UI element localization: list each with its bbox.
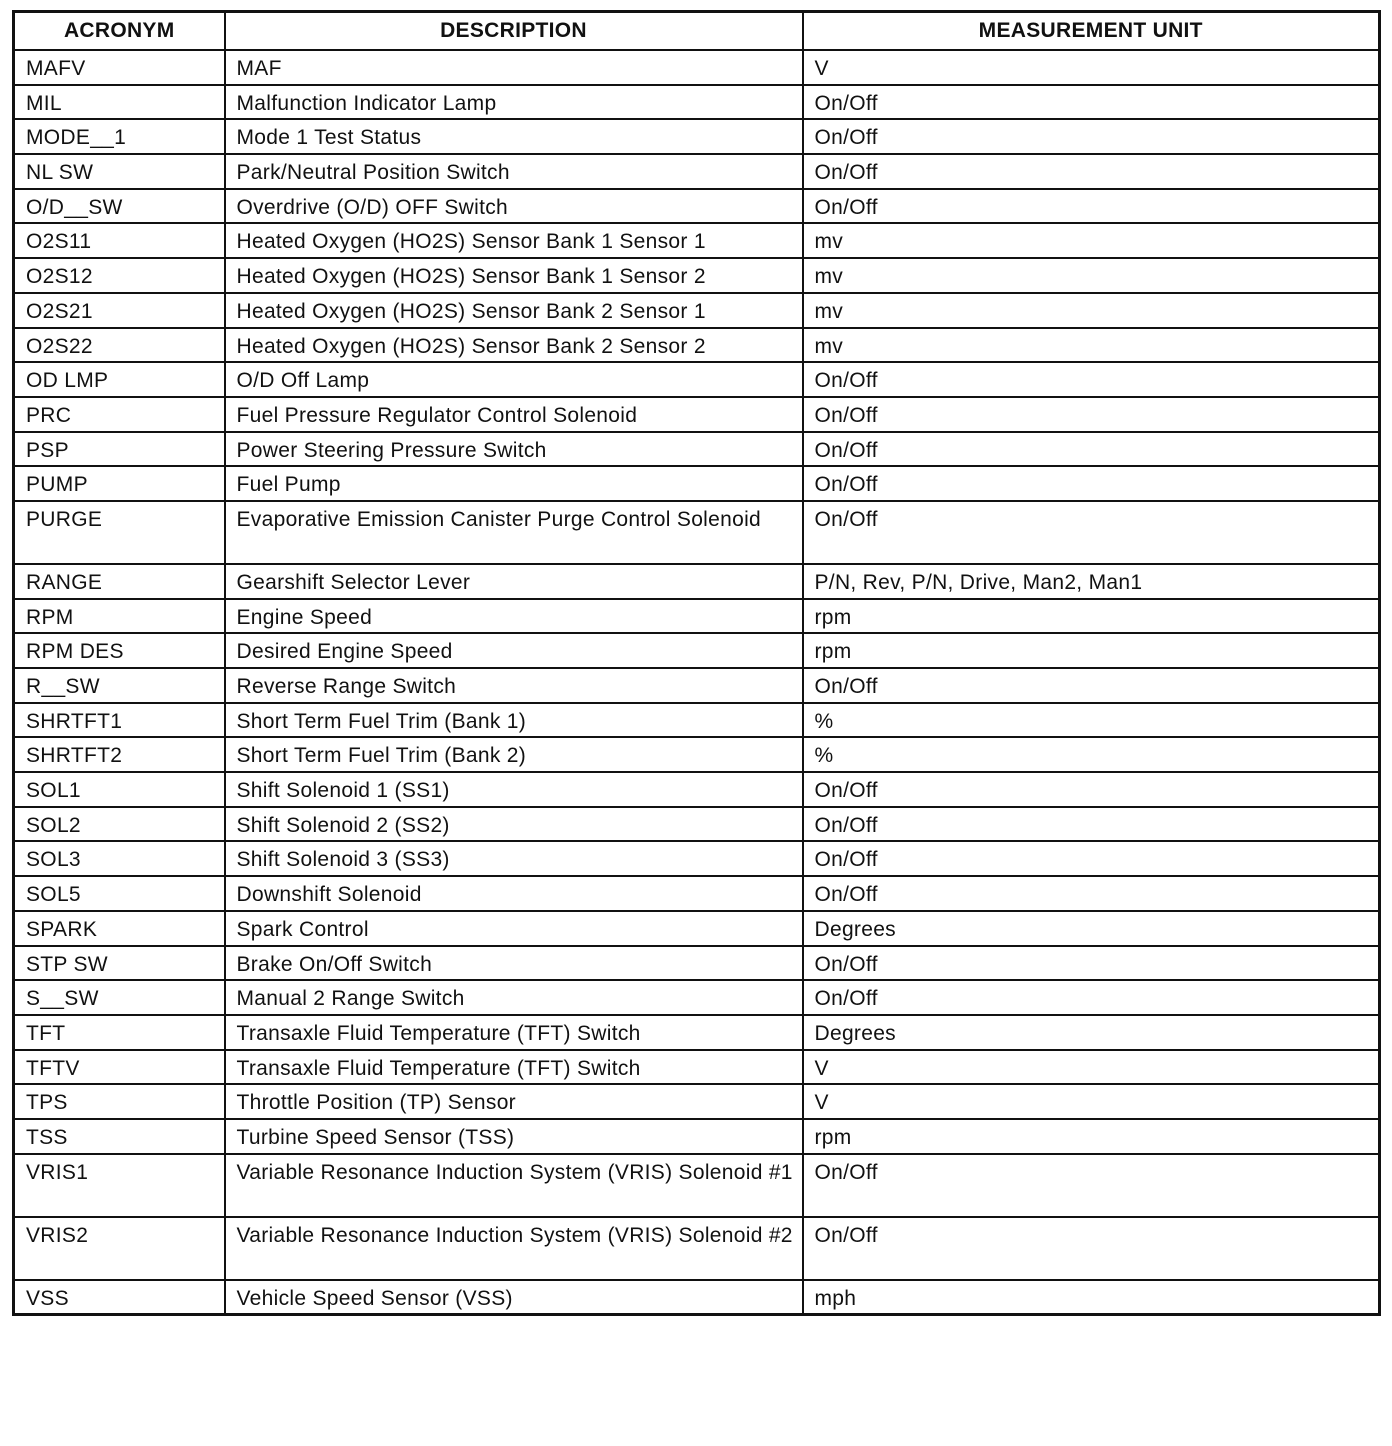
cell-measurement-unit: On/Off <box>803 154 1380 189</box>
cell-description: Heated Oxygen (HO2S) Sensor Bank 2 Sensor 2 <box>225 328 803 363</box>
cell-description: O/D Off Lamp <box>225 362 803 397</box>
cell-measurement-unit: On/Off <box>803 772 1380 807</box>
table-row <box>14 362 1380 397</box>
cell-description: Mode 1 Test Status <box>225 119 803 154</box>
table-row <box>14 293 1380 328</box>
cell-acronym: VRIS1 <box>14 1154 225 1217</box>
header-measurement-unit: MEASUREMENT UNIT <box>803 12 1380 51</box>
cell-acronym: SPARK <box>14 911 225 946</box>
cell-acronym: RPM DES <box>14 633 225 668</box>
table-row <box>14 85 1380 120</box>
cell-description: Spark Control <box>225 911 803 946</box>
cell-acronym: MAFV <box>14 50 225 85</box>
cell-measurement-unit: mph <box>803 1280 1380 1315</box>
cell-description: Transaxle Fluid Temperature (TFT) Switch <box>225 1015 803 1050</box>
table-row <box>14 807 1380 842</box>
cell-description: Turbine Speed Sensor (TSS) <box>225 1119 803 1154</box>
cell-measurement-unit: On/Off <box>803 841 1380 876</box>
table-row <box>14 1280 1380 1315</box>
cell-measurement-unit: On/Off <box>803 980 1380 1015</box>
cell-description: Malfunction Indicator Lamp <box>225 85 803 120</box>
cell-acronym: RANGE <box>14 564 225 599</box>
table-row <box>14 501 1380 564</box>
cell-description: Heated Oxygen (HO2S) Sensor Bank 1 Sensor 2 <box>225 258 803 293</box>
cell-description: Overdrive (O/D) OFF Switch <box>225 189 803 224</box>
cell-description: Shift Solenoid 1 (SS1) <box>225 772 803 807</box>
cell-measurement-unit: On/Off <box>803 466 1380 501</box>
table-row <box>14 946 1380 981</box>
cell-description: Short Term Fuel Trim (Bank 1) <box>225 703 803 738</box>
table-row <box>14 223 1380 258</box>
cell-acronym: O2S22 <box>14 328 225 363</box>
cell-measurement-unit: On/Off <box>803 501 1380 564</box>
cell-acronym: PRC <box>14 397 225 432</box>
cell-measurement-unit: On/Off <box>803 189 1380 224</box>
cell-acronym: TPS <box>14 1084 225 1119</box>
cell-measurement-unit: V <box>803 50 1380 85</box>
table-row <box>14 258 1380 293</box>
cell-measurement-unit: mv <box>803 223 1380 258</box>
table-row <box>14 328 1380 363</box>
cell-description: Variable Resonance Induction System (VRIS) Solenoid #1 <box>225 1154 803 1217</box>
cell-measurement-unit: On/Off <box>803 1217 1380 1280</box>
cell-acronym: TFT <box>14 1015 225 1050</box>
table-row <box>14 703 1380 738</box>
cell-acronym: MIL <box>14 85 225 120</box>
cell-acronym: SOL2 <box>14 807 225 842</box>
cell-acronym: PSP <box>14 432 225 467</box>
cell-measurement-unit: % <box>803 737 1380 772</box>
cell-description: Fuel Pressure Regulator Control Solenoid <box>225 397 803 432</box>
cell-measurement-unit: rpm <box>803 633 1380 668</box>
acronym-table-container <box>12 10 1378 1316</box>
cell-acronym: STP SW <box>14 946 225 981</box>
table-row <box>14 1050 1380 1085</box>
header-row <box>14 12 1380 51</box>
cell-acronym: VSS <box>14 1280 225 1315</box>
cell-measurement-unit: On/Off <box>803 119 1380 154</box>
cell-measurement-unit: On/Off <box>803 668 1380 703</box>
table-row <box>14 772 1380 807</box>
table-row <box>14 668 1380 703</box>
table-row <box>14 876 1380 911</box>
table-row <box>14 466 1380 501</box>
cell-description: Transaxle Fluid Temperature (TFT) Switch <box>225 1050 803 1085</box>
table-row <box>14 980 1380 1015</box>
header-description: DESCRIPTION <box>225 12 803 51</box>
cell-measurement-unit: rpm <box>803 599 1380 634</box>
cell-description: Engine Speed <box>225 599 803 634</box>
cell-measurement-unit: On/Off <box>803 432 1380 467</box>
cell-measurement-unit: On/Off <box>803 362 1380 397</box>
table-row <box>14 564 1380 599</box>
cell-acronym: TSS <box>14 1119 225 1154</box>
cell-measurement-unit: % <box>803 703 1380 738</box>
table-row <box>14 397 1380 432</box>
cell-acronym: SHRTFT1 <box>14 703 225 738</box>
cell-acronym: OD LMP <box>14 362 225 397</box>
table-row <box>14 154 1380 189</box>
cell-description: Reverse Range Switch <box>225 668 803 703</box>
cell-description: Power Steering Pressure Switch <box>225 432 803 467</box>
cell-acronym: SOL3 <box>14 841 225 876</box>
cell-measurement-unit: On/Off <box>803 1154 1380 1217</box>
cell-acronym: PURGE <box>14 501 225 564</box>
cell-acronym: SHRTFT2 <box>14 737 225 772</box>
table-row <box>14 1217 1380 1280</box>
cell-measurement-unit: P/N, Rev, P/N, Drive, Man2, Man1 <box>803 564 1380 599</box>
cell-measurement-unit: On/Off <box>803 876 1380 911</box>
cell-acronym: RPM <box>14 599 225 634</box>
cell-description: Evaporative Emission Canister Purge Control Solenoid <box>225 501 803 564</box>
table-row <box>14 841 1380 876</box>
cell-description: Park/Neutral Position Switch <box>225 154 803 189</box>
cell-description: Vehicle Speed Sensor (VSS) <box>225 1280 803 1315</box>
table-row <box>14 1084 1380 1119</box>
cell-description: Variable Resonance Induction System (VRIS) Solenoid #2 <box>225 1217 803 1280</box>
cell-acronym: R__SW <box>14 668 225 703</box>
cell-measurement-unit: On/Off <box>803 397 1380 432</box>
cell-description: Fuel Pump <box>225 466 803 501</box>
table-header <box>14 12 1380 51</box>
cell-description: Heated Oxygen (HO2S) Sensor Bank 2 Sensor 1 <box>225 293 803 328</box>
cell-acronym: PUMP <box>14 466 225 501</box>
cell-acronym: O2S12 <box>14 258 225 293</box>
cell-measurement-unit: rpm <box>803 1119 1380 1154</box>
cell-measurement-unit: V <box>803 1050 1380 1085</box>
table-row <box>14 50 1380 85</box>
cell-measurement-unit: mv <box>803 328 1380 363</box>
cell-measurement-unit: mv <box>803 293 1380 328</box>
cell-description: Shift Solenoid 3 (SS3) <box>225 841 803 876</box>
table-row <box>14 432 1380 467</box>
table-row <box>14 911 1380 946</box>
cell-description: MAF <box>225 50 803 85</box>
cell-measurement-unit: Degrees <box>803 911 1380 946</box>
cell-description: Desired Engine Speed <box>225 633 803 668</box>
cell-acronym: TFTV <box>14 1050 225 1085</box>
cell-acronym: SOL5 <box>14 876 225 911</box>
cell-measurement-unit: V <box>803 1084 1380 1119</box>
header-acronym: ACRONYM <box>14 12 225 51</box>
cell-description: Gearshift Selector Lever <box>225 564 803 599</box>
table-row <box>14 119 1380 154</box>
table-row <box>14 1154 1380 1217</box>
cell-measurement-unit: Degrees <box>803 1015 1380 1050</box>
table-row <box>14 599 1380 634</box>
cell-description: Shift Solenoid 2 (SS2) <box>225 807 803 842</box>
cell-measurement-unit: On/Off <box>803 85 1380 120</box>
cell-measurement-unit: On/Off <box>803 946 1380 981</box>
cell-acronym: NL SW <box>14 154 225 189</box>
cell-acronym: VRIS2 <box>14 1217 225 1280</box>
cell-measurement-unit: mv <box>803 258 1380 293</box>
table-row <box>14 1015 1380 1050</box>
cell-description: Brake On/Off Switch <box>225 946 803 981</box>
cell-acronym: MODE__1 <box>14 119 225 154</box>
cell-acronym: SOL1 <box>14 772 225 807</box>
table-row <box>14 189 1380 224</box>
cell-description: Downshift Solenoid <box>225 876 803 911</box>
table-row <box>14 737 1380 772</box>
cell-acronym: O2S21 <box>14 293 225 328</box>
cell-acronym: O2S11 <box>14 223 225 258</box>
cell-acronym: S__SW <box>14 980 225 1015</box>
table-body <box>14 50 1380 1314</box>
cell-description: Heated Oxygen (HO2S) Sensor Bank 1 Sensor 1 <box>225 223 803 258</box>
cell-measurement-unit: On/Off <box>803 807 1380 842</box>
cell-acronym: O/D__SW <box>14 189 225 224</box>
cell-description: Manual 2 Range Switch <box>225 980 803 1015</box>
cell-description: Throttle Position (TP) Sensor <box>225 1084 803 1119</box>
table-row <box>14 1119 1380 1154</box>
cell-description: Short Term Fuel Trim (Bank 2) <box>225 737 803 772</box>
acronym-table <box>12 10 1381 1316</box>
table-row <box>14 633 1380 668</box>
